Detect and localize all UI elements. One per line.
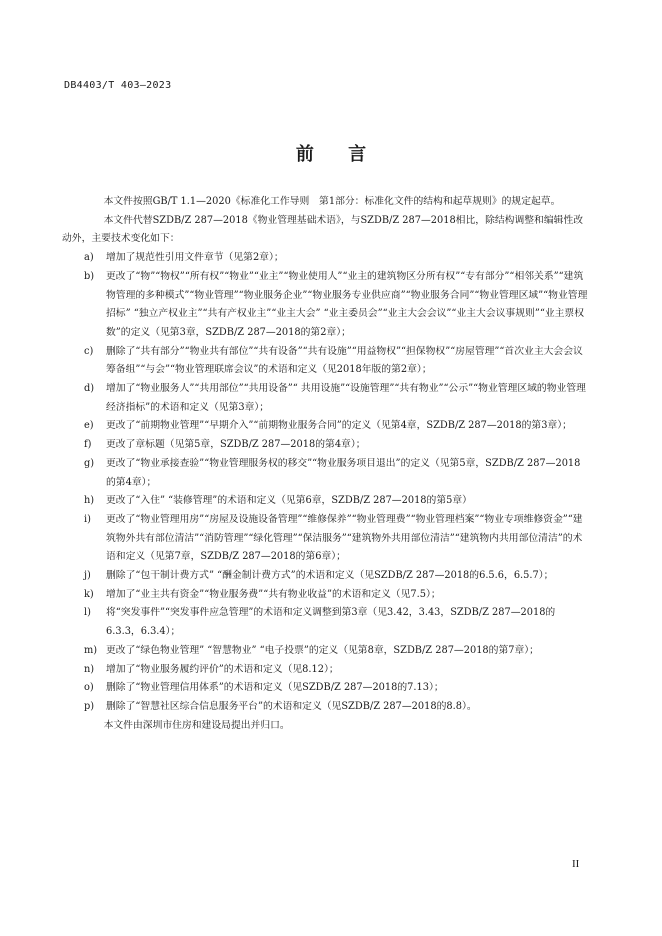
list-item-text: 增加了“物业服务人”“共用部位”“共用设备”“ 共用设施”“设施管理”“共有物业”“公示”“物业管理区域的物业管理经济指标”的术语和定义（见第3章）；	[106, 383, 586, 413]
list-item-text: 删除了“智慧社区综合信息服务平台”的术语和定义（见SZDB/Z 287—2018的8.8）。	[106, 700, 477, 712]
list-item-text: 更改了“物业承接查验”“物业管理服务权的移交”“物业服务项目退出”的定义（见第5章，SZDB/Z 287—2018的第4章）；	[106, 457, 581, 488]
list-item	[84, 679, 588, 698]
list-item-marker: b)	[84, 270, 95, 282]
list-item-text: 更改了“物业管理用房”“房屋及设施设备管理”“维修保养”“物业管理费”“物业管理档案”“物业专项维修资金”“建筑物外共有部位清洁”“消防管理”“绿化管理”“保洁服务”“建筑物外共用部位清洁”“建筑物内共用部位清洁”的术语和定义（见第7章，SZDB/Z 287—2018的第6章）；	[106, 513, 583, 563]
list-item-marker: m)	[84, 644, 98, 656]
list-item-marker: h)	[84, 495, 95, 507]
list-item	[84, 604, 588, 641]
foreword-body	[62, 193, 588, 735]
list-item	[84, 698, 588, 717]
list-item-marker: a)	[84, 252, 94, 264]
list-item	[84, 492, 588, 511]
list-item-text: 更改了“入住” “装修管理”的术语和定义（见第6章，SZDB/Z 287—2018的第5章）	[106, 495, 472, 507]
closing-paragraph: 本文件由深圳市住房和建设局提出并归口。	[103, 719, 290, 731]
list-item-marker: f)	[84, 439, 92, 451]
list-item-marker: n)	[84, 663, 95, 675]
intro-paragraph: 本文件按照GB/T 1.1—2020《标准化工作导则 第1部分：标准化文件的结构和起草规则》的规定起草。	[103, 196, 561, 207]
list-item-text: 更改了章标题（见第5章，SZDB/Z 287—2018的第4章）；	[106, 439, 366, 451]
page-number: II	[572, 858, 580, 870]
list-item-marker: p)	[84, 700, 95, 712]
list-item	[84, 567, 588, 586]
list-item-text: 增加了“物业服务履约评价”的术语和定义（见8.12）；	[106, 663, 339, 675]
list-item	[84, 380, 588, 417]
list-item-marker: i)	[84, 513, 91, 525]
list-item-text: 更改了“物”“物权”“所有权”“物业”“业主”“物业使用人”“业主的建筑物区分所有权”“专有部分”“相邻关系”“建筑物管理的多种模式”“物业管理”“物业服务企业”“物业服务专业供应商”“物业服务合同”“物业管理区域”“物业管理招标” “独立产权业主”“共有产权业主”“业主大会” “业主委员会”“业主大会会议”“业主大会议事规则”“业主票权数”的定义（见第3章，SZDB/Z 287—2018的第2章）；	[106, 270, 588, 338]
list-item-marker: d)	[84, 383, 95, 395]
list-item-marker: e)	[84, 420, 94, 432]
list-item-marker: j)	[84, 570, 91, 582]
list-item	[84, 586, 588, 605]
document-code: DB4403/T 403—2023	[64, 80, 172, 91]
intro-paragraph: 本文件代替SZDB/Z 287—2018《物业管理基础术语》，与SZDB/Z 287—2018相比，除结构调整和编辑性改动外，主要技术变化如下：	[62, 214, 584, 245]
page-title: 前 言	[295, 144, 381, 165]
list-item-text: 更改了“前期物业管理”“早期介入”“前期物业服务合同”的定义（见第4章，SZDB/Z 287—2018的第3章）；	[106, 420, 572, 432]
list-item	[84, 661, 588, 680]
list-item-marker: o)	[84, 682, 94, 694]
list-item-text: 将“突发事件”“突发事件应急管理”的术语和定义调整到第3章（见3.42，3.43，SZDB/Z 287—2018的6.3.3，6.3.4）；	[106, 607, 556, 638]
list-item-text: 增加了规范性引用文件章节（见第2章）；	[106, 252, 284, 264]
list-item	[84, 455, 588, 492]
list-item-marker: g)	[84, 457, 95, 469]
list-item	[84, 642, 588, 661]
list-item-marker: c)	[84, 345, 94, 357]
list-item	[84, 511, 588, 567]
change-list	[84, 249, 588, 717]
list-item	[84, 417, 588, 436]
list-item-text: 删除了“共有部分”“物业共有部位”“共有设备”“共有设施”“用益物权”“担保物权”“房屋管理”“首次业主大会会议筹备组”“与会”“物业管理联席会议”的术语和定义（见2018年版的第2章）；	[106, 345, 583, 376]
list-item-text: 增加了“业主共有资金”“物业服务费”“共有物业收益”的术语和定义（见7.5）；	[106, 588, 441, 600]
list-item-text: 更改了“绿色物业管理” “智慧物业” “电子投票”的定义（见第8章，SZDB/Z 287—2018的第7章）；	[106, 644, 539, 656]
list-item-marker: l)	[84, 607, 91, 619]
list-item	[84, 268, 588, 343]
list-item-text: 删除了“物业管理信用体系”的术语和定义（见SZDB/Z 287—2018的7.13）；	[106, 682, 444, 694]
list-item-marker: k)	[84, 588, 94, 600]
list-item	[84, 343, 588, 380]
list-item	[84, 436, 588, 455]
list-item-text: 删除了“包干制计费方式” “酬金制计费方式”的术语和定义（见SZDB/Z 287—2018的6.5.6，6.5.7）；	[106, 570, 554, 582]
list-item	[84, 249, 588, 268]
